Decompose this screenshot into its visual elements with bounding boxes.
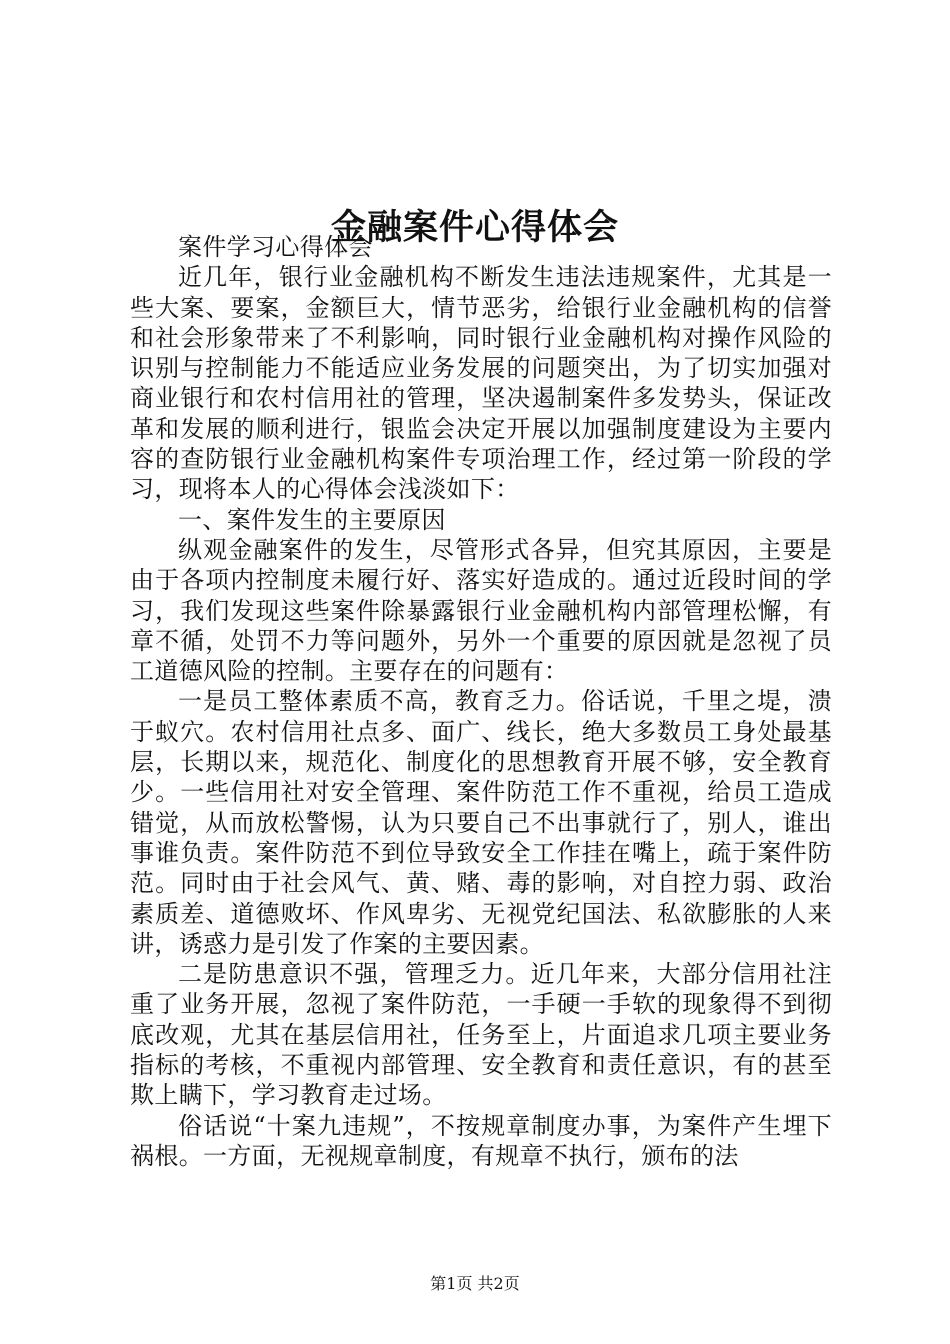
paragraph-regulations: 俗话说“十案九违规”，不按规章制度办事，为案件产生埋下祸根。一方面，无视规章制度，有规章不执行，颁布的法 xyxy=(130,1111,832,1170)
section-heading: 一、案件发生的主要原因 xyxy=(178,505,446,534)
paragraph-point-one: 一是员工整体素质不高，教育乏力。俗话说，千里之堤，溃于蚁穴。农村信用社点多、面广、线长，绝大多数员工身处最基层，长期以来，规范化、制度化的思想教育开展不够，安全教育少。一些信用社对安全管理、案件防范工作不重视，给员工造成错觉，从而放松警惕，认为只要自己不出事就行了，别人，谁出事谁负责。案件防范不到位导致安全工作挂在嘴上，疏于案件防范。同时由于社会风气、黄、赌、毒的影响，对自控力弱、政治素质差、道德败坏、作风卑劣、无视党纪国法、私欲膨胀的人来讲，诱惑力是引发了作案的主要因素。 xyxy=(130,687,832,958)
paragraph-intro: 近几年，银行业金融机构不断发生违法违规案件，尤其是一些大案、要案，金额巨大，情节恶劣，给银行业金融机构的信誉和社会形象带来了不利影响，同时银行业金融机构对操作风险的识别与控制能力不能适应业务发展的问题突出，为了切实加强对商业银行和农村信用社的管理，坚决遏制案件多发势头，保证改革和发展的顺利进行，银监会决定开展以加强制度建设为主要内容的查防银行业金融机构案件专项治理工作，经过第一阶段的学习，现将本人的心得体会浅淡如下： xyxy=(130,263,832,504)
paragraph-subtitle: 案件学习心得体会 xyxy=(178,233,373,261)
paragraph-point-two: 二是防患意识不强，管理乏力。近几年来，大部分信用社注重了业务开展，忽视了案件防范，一手硬一手软的现象得不到彻底改观，尤其在基层信用社，任务至上，片面追求几项主要业务指标的考核，不重视内部管理、安全教育和责任意识，有的甚至欺上瞒下，学习教育走过场。 xyxy=(130,960,832,1110)
page-number-footer: 第1页 共2页 xyxy=(430,1274,520,1293)
document-body xyxy=(130,232,832,1171)
page-title: 金融案件心得体会 xyxy=(330,207,619,249)
paragraph-causes: 纵观金融案件的发生，尽管形式各异，但究其原因，主要是由于各项内控制度未履行好、落实好造成的。通过近段时间的学习，我们发现这些案件除暴露银行业金融机构内部管理松懈，有章不循，处罚不力等问题外，另外一个重要的原因就是忽视了员工道德风险的控制。主要存在的问题有： xyxy=(130,535,832,686)
